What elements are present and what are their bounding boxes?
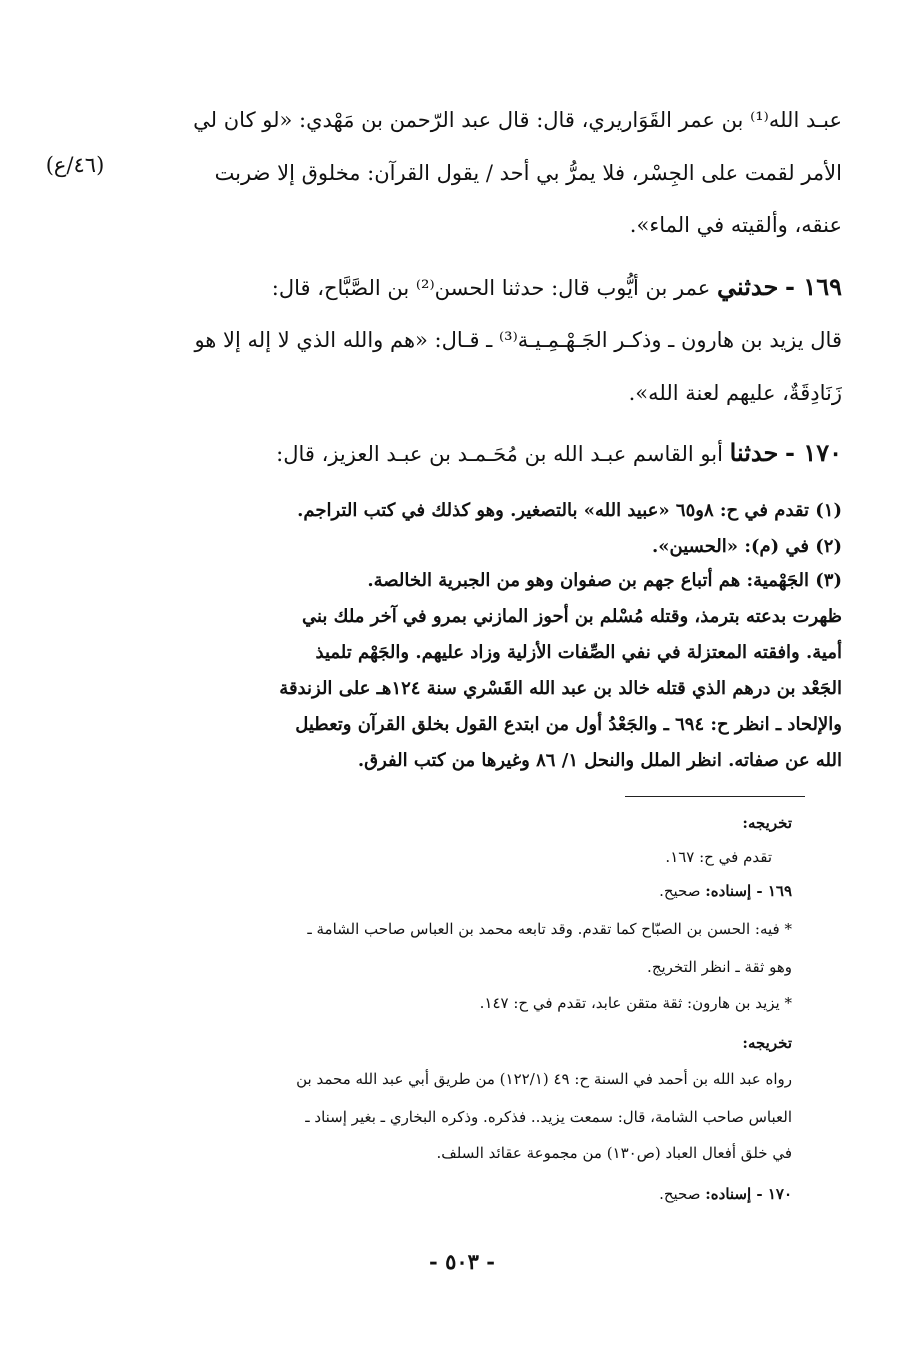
- footnote-3-cont-4: والإلحاد ـ انظر ح: ٦٩٤ ـ والجَعْدُ أول من ابتدع القول بخلق القرآن وتعطيل: [295, 714, 842, 735]
- isnad-label: ١٦٩ - إسناده:: [705, 882, 792, 900]
- hadith-number: ١٧٠ -: [785, 438, 842, 467]
- isnad-169: [142, 880, 792, 902]
- hadith-number: ١٦٩ -: [785, 272, 842, 301]
- hadith-169-line-2: قال يزيد بن هارون ـ وذكـر الجَـهْـمِـيـة⁽³⁾ ـ قـال: «هم والله الذي لا إله إلا هو: [194, 328, 842, 352]
- hadith-text: عمر بن أيُّوب قال: حدثنا الحسن⁽²⁾ بن الصَّبَّاح، قال:: [271, 276, 711, 300]
- footnote-3: (٣) الجَهْمية: هم أتباع جهم بن صفوان وهو من الجبرية الخالصة.: [367, 570, 842, 591]
- isnad-169-note-2: وهو ثقة ـ انظر التخريج.: [647, 958, 792, 976]
- takhrij-line: العباس صاحب الشامة، قال: سمعت يزيد.. فذكره. وذكره البخاري ـ بغير إسناد ـ: [305, 1108, 792, 1126]
- main-text-line-2: الأمر لقمت على الجِسْر، فلا يمرُّ بي أحد / يقول القرآن: مخلوق إلا ضربت: [214, 161, 842, 185]
- haddathana-label: حدثني: [716, 272, 779, 301]
- takhrij-line: رواه عبد الله بن أحمد في السنة ح: ٤٩ (١٢٢/١) من طريق أبي عبد الله محمد بن: [296, 1070, 792, 1088]
- haddathana-label: حدثنا: [729, 438, 779, 467]
- isnad-value: صحيح.: [659, 1185, 701, 1203]
- separator-rule: [625, 796, 805, 797]
- isnad-value: صحيح.: [659, 882, 701, 900]
- main-text-line-3: عنقه، وألقيته في الماء».: [629, 213, 842, 237]
- takhrij-line: تقدم في ح: ١٦٧.: [665, 848, 772, 866]
- takhrij-line: في خلق أفعال العباد (ص١٣٠) من مجموعة عقائد السلف.: [436, 1144, 792, 1162]
- footnote-2: (٢) في (م): «الحسين».: [651, 536, 842, 557]
- hadith-170-line: [122, 438, 842, 469]
- footnote-3-cont-3: الجَعْد بن درهم الذي قتله خالد بن عبد الله القَسْري سنة ١٢٤هـ على الزندقة: [279, 678, 842, 699]
- hadith-169-line-1: [122, 272, 842, 303]
- hadith-169-line-3: زَنَادِقَةٌ، عليهم لعنة الله».: [628, 381, 842, 405]
- isnad-label: ١٧٠ - إسناده:: [705, 1185, 792, 1203]
- main-text-line-1: عبـد الله⁽¹⁾ بن عمر القَوَاريري، قال: قال عبد الرّحمن بن مَهْدي: «لو كان لي: [193, 108, 842, 132]
- footnote-3-cont-2: أمية. وافقته المعتزلة في نفي الصِّفات الأزلية وزاد عليهم. والجَهْم تلميذ: [315, 642, 842, 663]
- footnote-3-cont-1: ظهرت بدعته بترمذ، وقتله مُسْلم بن أحوز المازني بمرو في آخر ملك بني: [301, 606, 842, 627]
- isnad-170: [142, 1183, 792, 1205]
- isnad-169-note-3: * يزيد بن هارون: ثقة متقن عابد، تقدم في ح: ١٤٧.: [479, 994, 792, 1012]
- page-number: - ٥٠٣ -: [429, 1249, 495, 1274]
- takhrij-heading: تخريجه:: [742, 814, 792, 832]
- isnad-169-note-1: * فيه: الحسن بن الصبّاح كما تقدم. وقد تابعه محمد بن العباس صاحب الشامة ـ: [307, 920, 792, 938]
- margin-note: (٤٦/ع): [45, 153, 105, 177]
- takhrij-heading: تخريجه:: [742, 1034, 792, 1052]
- hadith-text: أبو القاسم عبـد الله بن مُحَـمـد بن عبـد العزيز، قال:: [276, 442, 723, 466]
- footnote-3-cont-5: الله عن صفاته. انظر الملل والنحل ١/ ٨٦ وغيرها من كتب الفرق.: [357, 750, 842, 771]
- footnote-1: (١) تقدم في ح: ٨و٦٥ «عبيد الله» بالتصغير. وهو كذلك في كتب التراجم.: [297, 500, 842, 521]
